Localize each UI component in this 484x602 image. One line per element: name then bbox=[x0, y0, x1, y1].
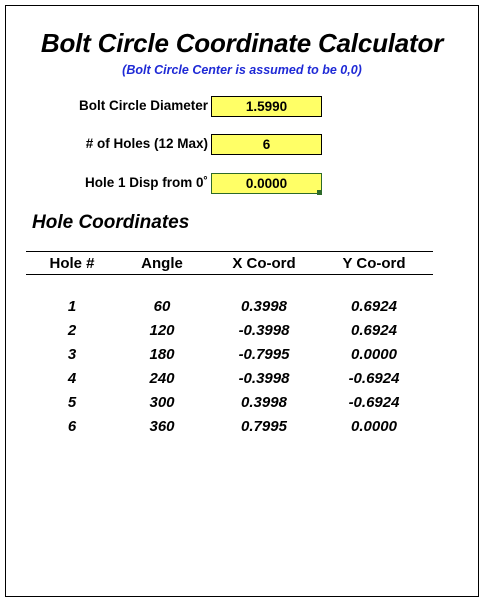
column-header-angle: Angle bbox=[141, 255, 183, 272]
table-cell-x: -0.7995 bbox=[238, 346, 290, 363]
diameter-row bbox=[6, 96, 480, 118]
table-cell-hole: 5 bbox=[67, 394, 77, 411]
table-cell-hole: 2 bbox=[67, 322, 77, 339]
table-cell-angle: 240 bbox=[149, 370, 175, 387]
table-cell-hole: 6 bbox=[67, 418, 77, 435]
column-header-x: X Co-ord bbox=[232, 255, 296, 272]
table-cell-y: -0.6924 bbox=[348, 370, 400, 387]
table-cell-x: 0.3998 bbox=[241, 298, 287, 315]
diameter-input[interactable] bbox=[211, 96, 322, 117]
table-header-rule bbox=[26, 274, 433, 275]
table-cell-y: 0.6924 bbox=[351, 298, 397, 315]
page-title: Bolt Circle Coordinate Calculator bbox=[40, 28, 444, 58]
table-cell-y: 0.0000 bbox=[351, 346, 397, 363]
column-header-y: Y Co-ord bbox=[342, 255, 406, 272]
table-cell-hole: 4 bbox=[67, 370, 77, 387]
table-cell-angle: 180 bbox=[149, 346, 175, 363]
table-cell-angle: 60 bbox=[153, 298, 171, 315]
table-top-rule bbox=[26, 251, 433, 252]
calculator-sheet bbox=[5, 5, 479, 597]
table-cell-angle: 120 bbox=[149, 322, 175, 339]
selection-fill-handle[interactable] bbox=[317, 190, 322, 195]
displacement-label: Hole 1 Disp from 0˚ bbox=[84, 175, 208, 190]
table-cell-y: 0.6924 bbox=[351, 322, 397, 339]
table-cell-angle: 360 bbox=[149, 418, 175, 435]
table-cell-y: 0.0000 bbox=[351, 418, 397, 435]
table-cell-hole: 1 bbox=[67, 298, 77, 315]
table-cell-angle: 300 bbox=[149, 394, 175, 411]
displacement-row bbox=[6, 173, 480, 195]
table-cell-hole: 3 bbox=[67, 346, 77, 363]
displacement-input[interactable] bbox=[211, 173, 322, 194]
holes-input[interactable] bbox=[211, 134, 322, 155]
table-cell-x: 0.3998 bbox=[241, 394, 287, 411]
page-subtitle: (Bolt Circle Center is assumed to be 0,0) bbox=[122, 63, 362, 77]
table-cell-x: -0.3998 bbox=[238, 370, 290, 387]
table-cell-x: -0.3998 bbox=[238, 322, 290, 339]
section-title: Hole Coordinates bbox=[32, 212, 190, 233]
diameter-label: Bolt Circle Diameter bbox=[78, 98, 208, 113]
holes-label: # of Holes (12 Max) bbox=[85, 136, 208, 151]
holes-row bbox=[6, 134, 480, 156]
table-cell-y: -0.6924 bbox=[348, 394, 400, 411]
column-header-hole: Hole # bbox=[49, 255, 95, 272]
table-cell-x: 0.7995 bbox=[241, 418, 287, 435]
